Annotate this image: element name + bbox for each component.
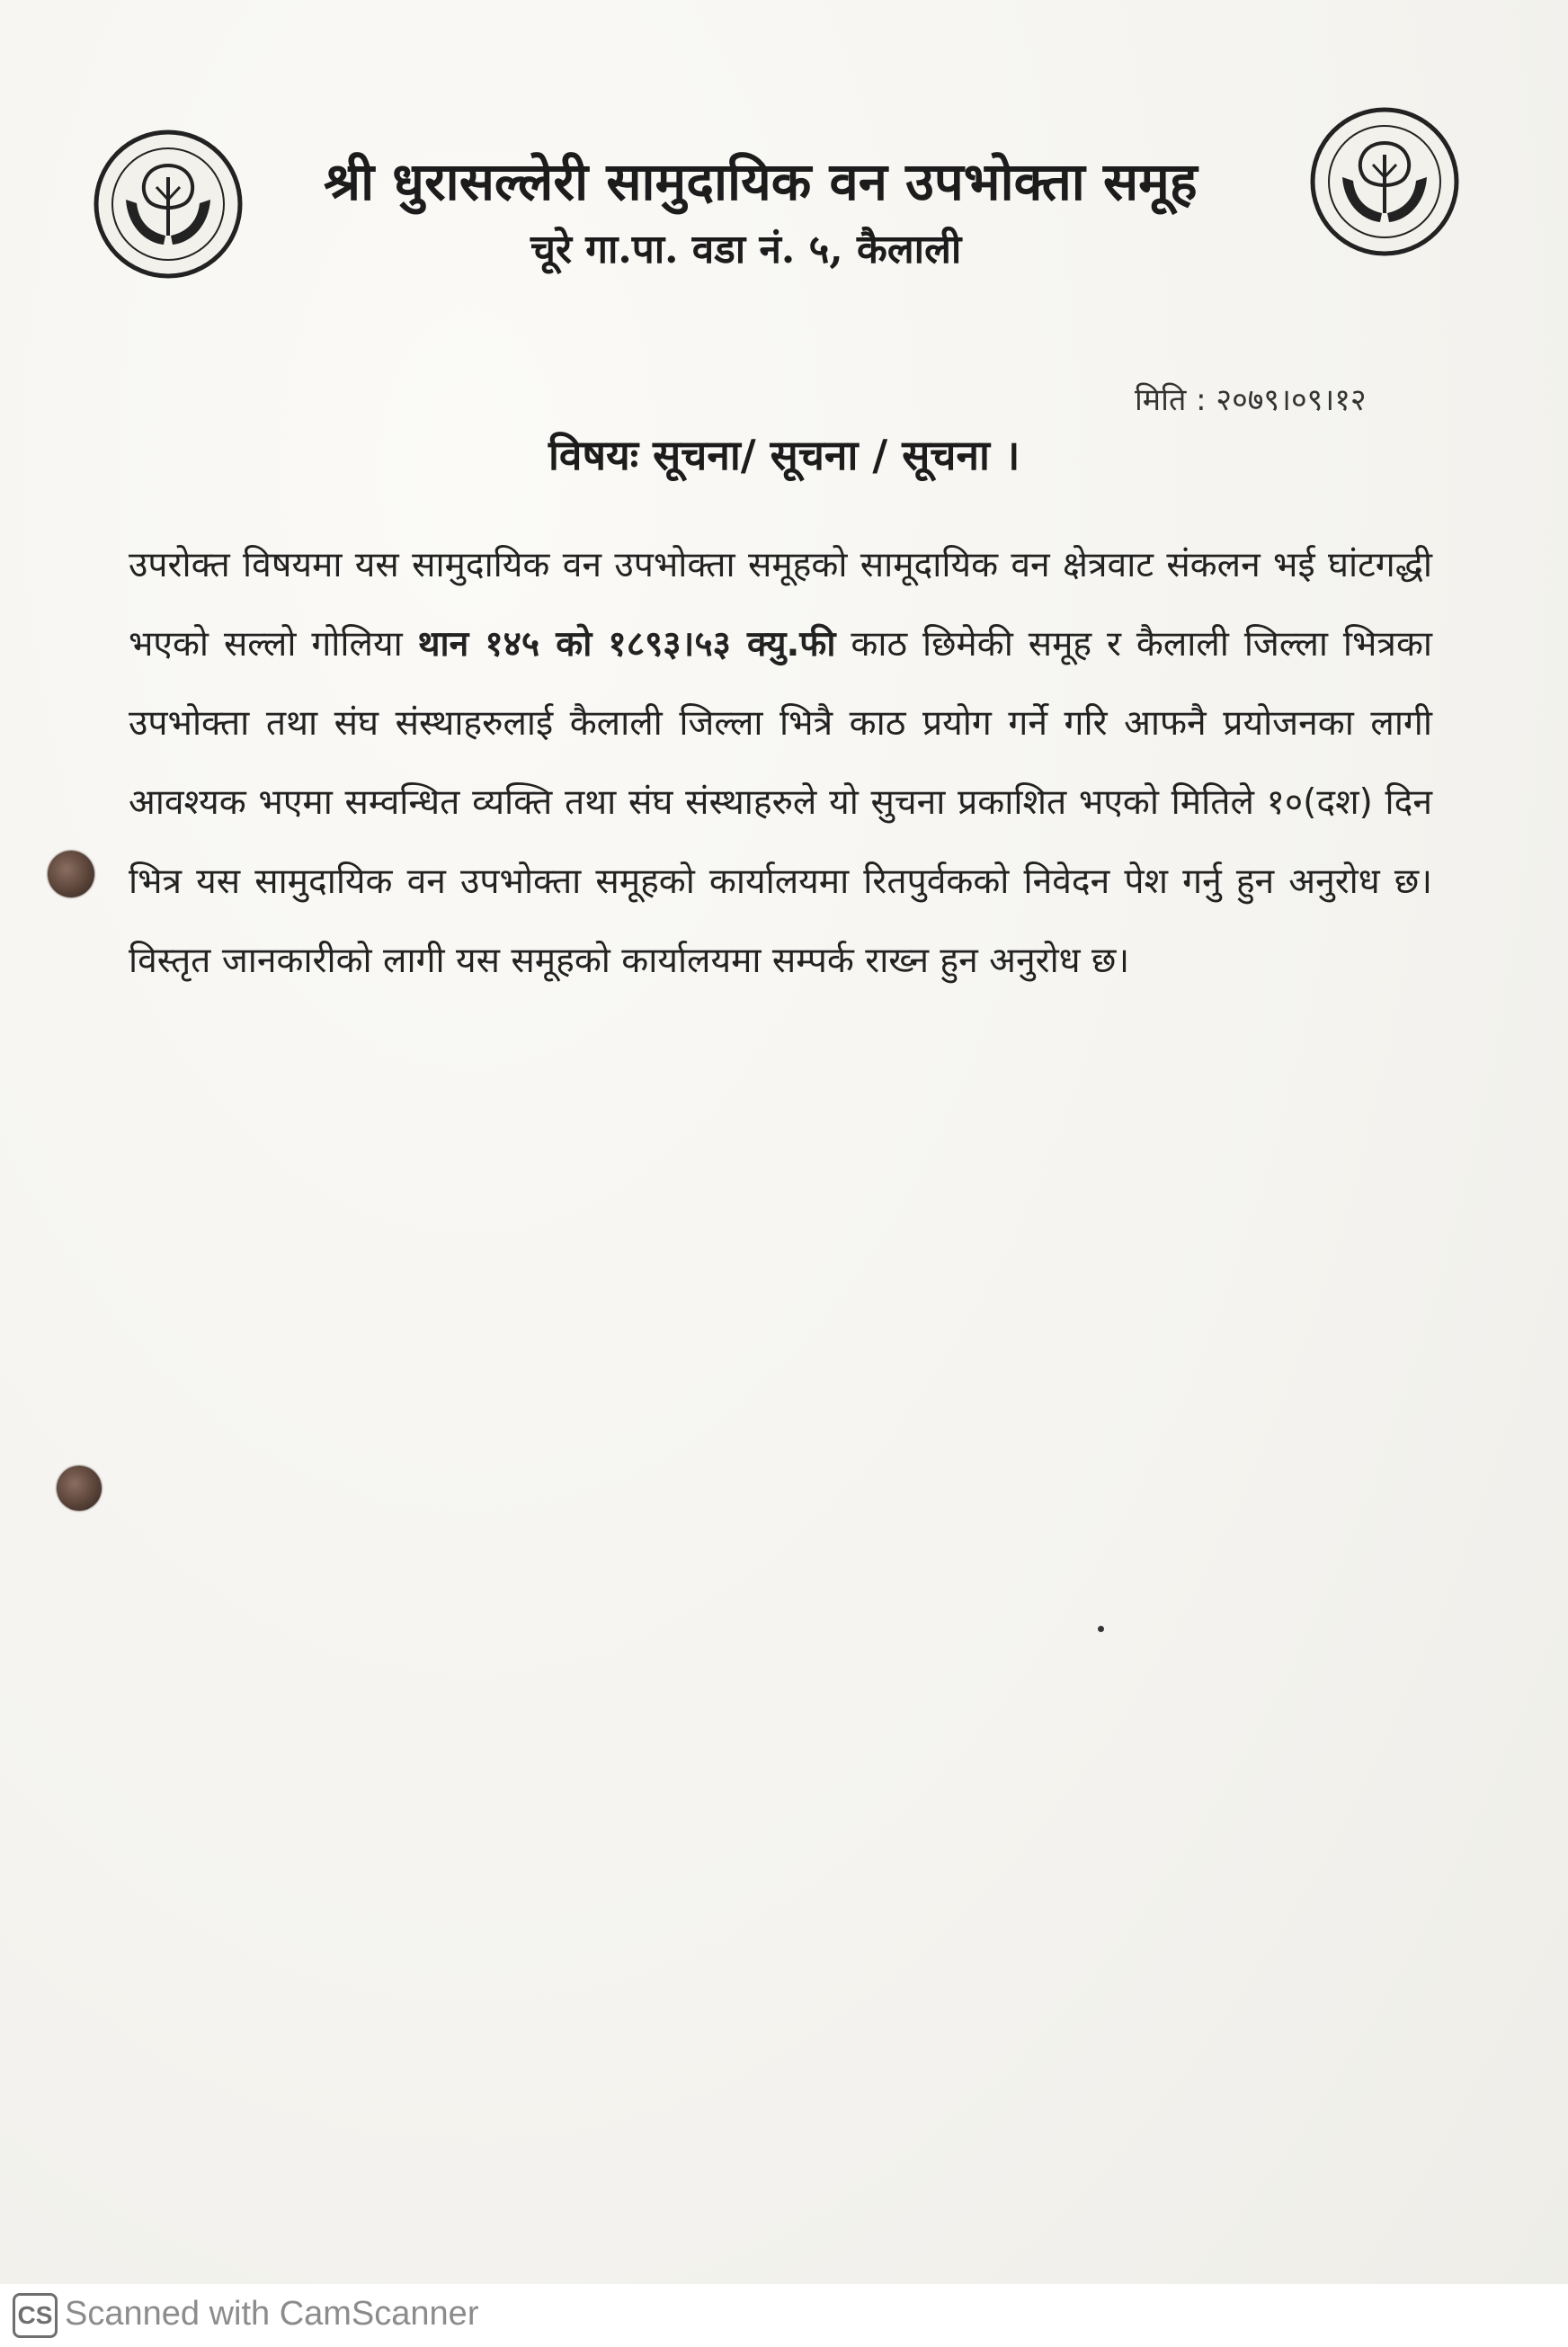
notice-body-part1: उपरोक्त विषयमा यस सामुदायिक वन उपभोक्ता समूहको सामूदायिक वन क्षेत्रवाट संकलन भई घांटगद्धी भएको सल्लो गोलिया (129, 545, 1432, 665)
ink-speck (1098, 1626, 1104, 1632)
organization-address: चूरे गा.पा. वडा नं. ५, कैलाली (530, 227, 962, 272)
notice-body (129, 526, 1432, 1001)
forest-hands-seal-icon (92, 128, 245, 281)
notice-subject: विषयः सूचना/ सूचना / सूचना । (548, 431, 1020, 479)
punch-hole (57, 1466, 102, 1511)
notice-body-timber-quantity: थान १४५ को १८९३।५३ क्यु.फी (417, 624, 836, 665)
forest-hands-seal-icon (1308, 105, 1461, 258)
punch-hole (48, 851, 94, 897)
scanner-watermark (0, 2284, 1568, 2347)
notice-body-part2: काठ छिमेकी समूह र कैलाली जिल्ला भित्रका उपभोक्ता तथा संघ संस्थाहरुलाई कैलाली जिल्ला भित्रै काठ प्रयोग गर्ने गरि आफनै प्रयोजनका लागी आवश्यक भएमा सम्वन्धित व्यक्ति तथा संघ संस्थाहरुले यो सुचना प्रकाशित भएको मितिले १०(दश) दिन भित्र यस सामुदायिक वन उपभोक्ता समूहको कार्यालयमा रितपुर्वकको निवेदन पेश गर्नु हुन अनुरोध छ। विस्तृत जानकारीको लागी यस समूहको कार्यालयमा सम्पर्क राख्न हुन अनुरोध छ। (129, 624, 1432, 981)
watermark-text: Scanned with CamScanner (65, 2295, 479, 2333)
camscanner-logo-icon: CS (13, 2293, 58, 2338)
organization-title: श्री धुरासल्लेरी सामुदायिक वन उपभोक्ता समूह (324, 151, 1198, 212)
notice-date: मिति : २०७९।०९।१२ (1135, 382, 1367, 418)
